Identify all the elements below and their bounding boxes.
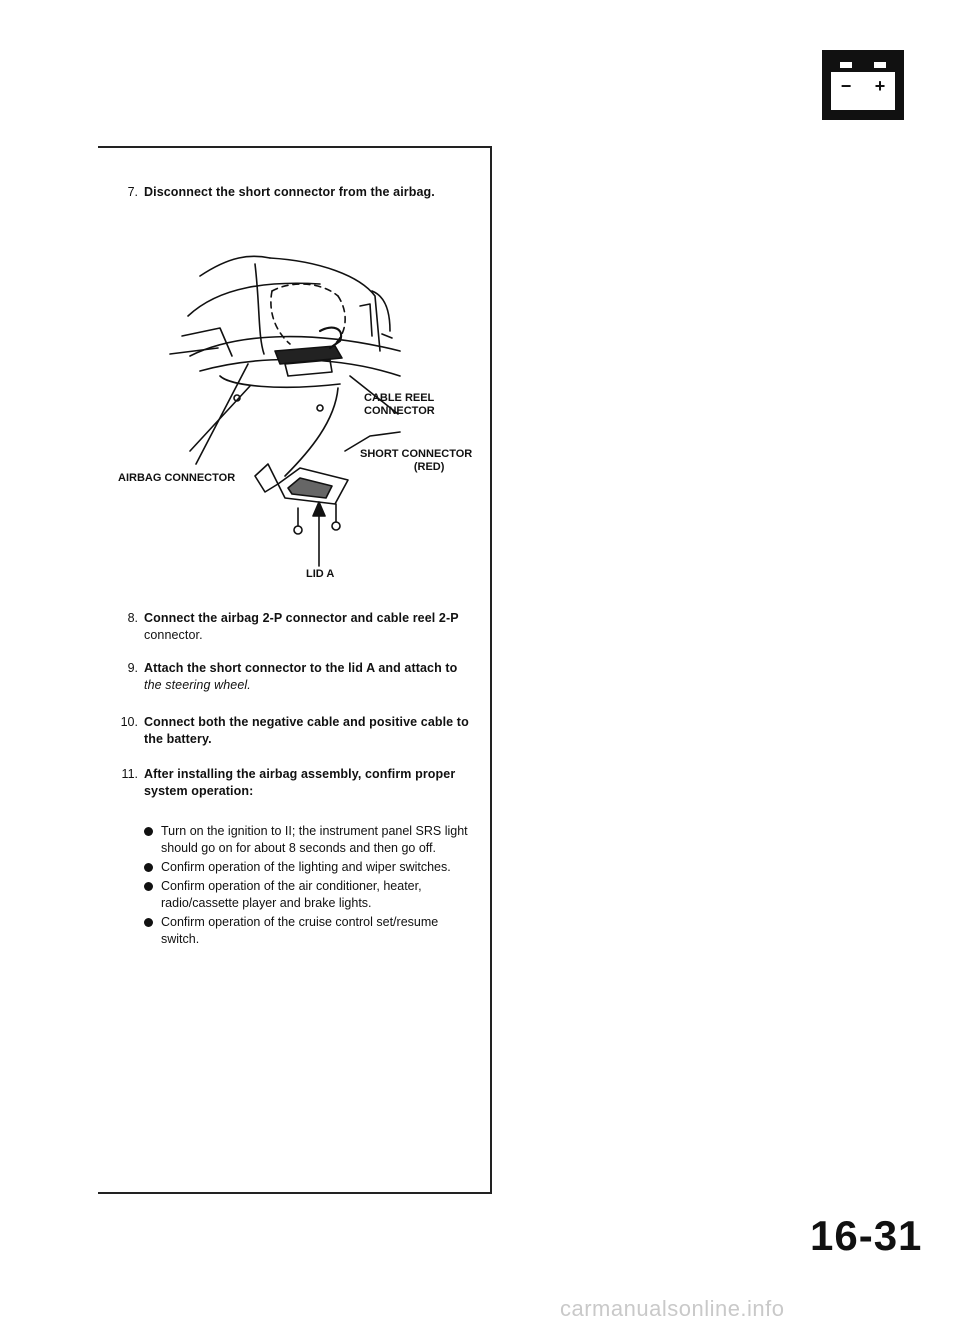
list-item [144,859,476,876]
step-text-line: Connect both the negative cable and positive cable to [144,715,469,729]
step-number: 7. [127,185,138,199]
watermark-text: carmanualsonline.info [560,1296,785,1321]
step-text [144,660,478,694]
step-text-line: After installing the airbag assembly, confirm proper [144,767,456,781]
list-item-text: Turn on the ignition to II; the instrument panel SRS light should go on for about 8 seconds and then go off. [161,824,468,855]
list-item-text: Confirm operation of the air conditioner, heater, radio/cassette player and brake lights. [161,879,422,910]
bullet-dot-icon [144,827,153,836]
short-connector-label [360,448,472,474]
list-item-text: Confirm operation of the lighting and wiper switches. [161,860,451,874]
airbag-connector-illustration [118,236,490,586]
frame-top-rule [98,146,492,148]
label-line: CONNECTOR [364,405,435,417]
step-text-line: connector. [144,628,203,642]
step-text [144,610,478,644]
step-text-line: the steering wheel. [144,678,251,692]
label-line: (RED) [413,461,445,473]
step-number: 11. [121,767,138,781]
list-item [144,823,476,857]
step-text-line: system operation: [144,784,254,798]
step-text [144,714,478,748]
step-text: Disconnect the short connector from the airbag. [144,185,435,199]
label-line: CABLE REEL [364,392,435,404]
bullet-dot-icon [144,918,153,927]
confirmation-checklist [144,823,476,950]
lid-a-label: LID A [306,568,335,580]
battery-minus-label: − [840,76,852,96]
step-text-line: Attach the short connector to the lid A and attach to [144,661,458,675]
battery-section-icon [822,50,904,120]
airbag-connector-label: AIRBAG CONNECTOR [118,472,236,484]
battery-plus-label: + [874,76,886,96]
list-item-text: Confirm operation of the cruise control set/resume switch. [161,915,439,946]
label-line: SHORT CONNECTOR [360,448,473,460]
list-item [144,914,476,948]
step-number: 9. [127,661,138,675]
step-text-line: the battery. [144,732,212,746]
frame-bottom-rule [98,1192,492,1194]
step-text-line: Connect the airbag 2-P connector and cable reel 2-P [144,611,459,625]
bullet-dot-icon [144,863,153,872]
page-number: 16-31 [810,1212,923,1259]
frame-right-rule [490,146,492,1194]
step-number: 10. [120,715,138,729]
cable-reel-connector-label [364,392,435,418]
list-item [144,878,476,912]
bullet-dot-icon [144,882,153,891]
step-number: 8. [127,611,138,625]
step-text [144,766,478,800]
